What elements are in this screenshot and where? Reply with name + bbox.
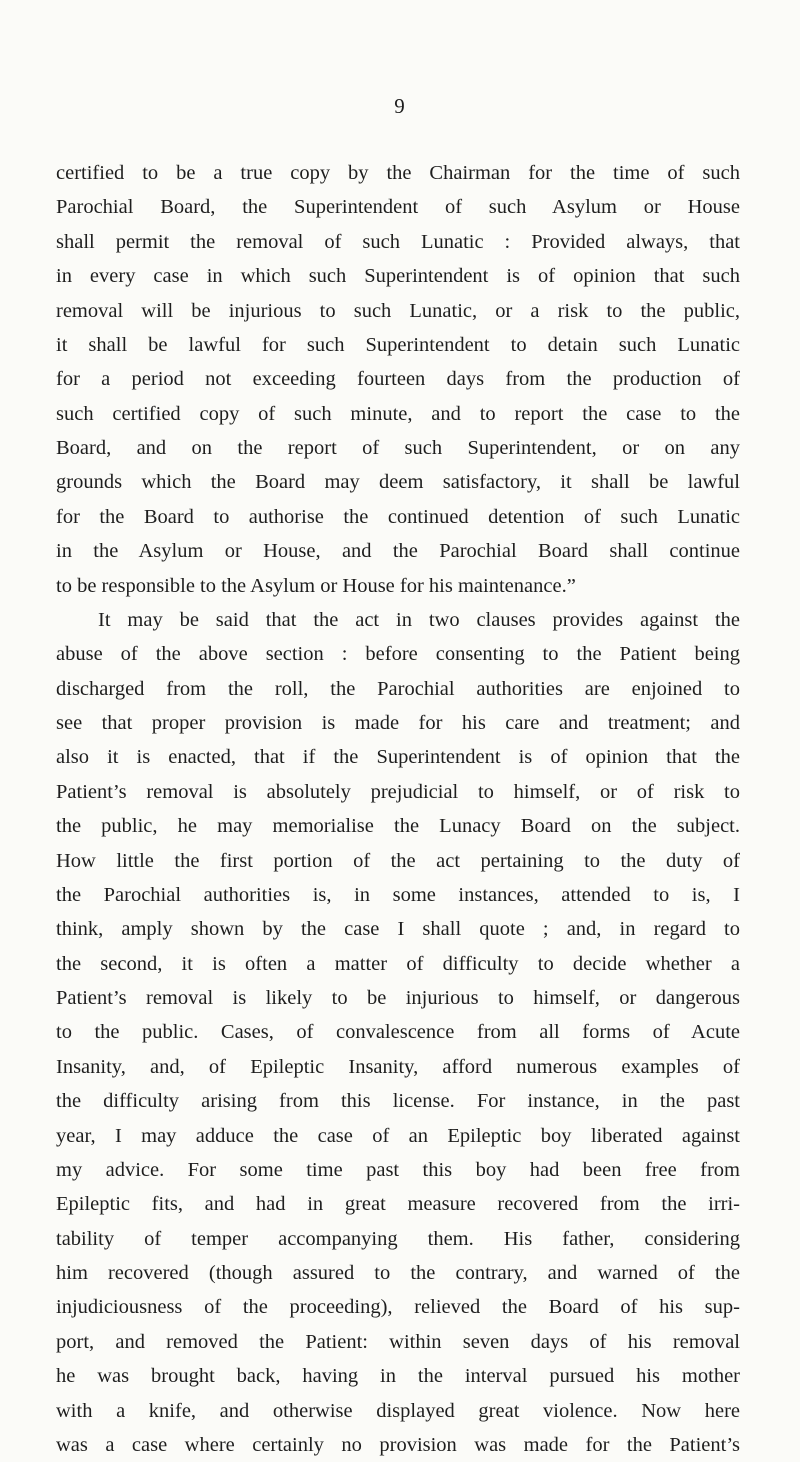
text-line: tability of temper accompanying them. His father, considering xyxy=(56,1227,740,1250)
text-line: was a case where certainly no provision was made for the Patient’s xyxy=(56,1433,740,1456)
text-line: shall permit the removal of such Lunatic : Provided always, that xyxy=(56,230,740,253)
text-line: in every case in which such Superintendent is of opinion that such xyxy=(56,265,740,288)
text-line: How little the first portion of the act pertaining to the duty of xyxy=(56,849,740,872)
text-line: grounds which the Board may deem satisfactory, it shall be lawful xyxy=(56,471,740,494)
text-line: removal will be injurious to such Lunatic, or a risk to the public, xyxy=(56,299,740,322)
text-line: the public, he may memorialise the Lunacy Board on the subject. xyxy=(56,815,740,838)
text-line: see that proper provision is made for his care and treatment; and xyxy=(56,712,740,734)
text-line: Parochial Board, the Superintendent of such Asylum or House xyxy=(56,196,740,219)
text-line: him recovered (though assured to the contrary, and warned of the xyxy=(56,1262,740,1284)
text-line: the Parochial authorities is, in some instances, attended to is, I xyxy=(56,883,740,906)
text-line: the difficulty arising from this license. For instance, in the past xyxy=(56,1090,740,1113)
text-line: Board, and on the report of such Superintendent, or on any xyxy=(56,437,740,459)
page-number: 9 xyxy=(394,94,406,118)
text-line: It may be said that the act in two clauses provides against the xyxy=(98,608,740,631)
text-line: Epileptic fits, and had in great measure recovered from the irri- xyxy=(56,1193,740,1216)
text-line: year, I may adduce the case of an Epileptic boy liberated against xyxy=(56,1124,740,1147)
text-line: Patient’s removal is likely to be injurious to himself, or dangerous xyxy=(56,987,740,1009)
text-line: such certified copy of such minute, and to report the case to the xyxy=(56,402,740,425)
body-text xyxy=(56,156,740,1462)
text-line: for a period not exceeding fourteen days from the production of xyxy=(56,368,740,391)
text-line: discharged from the roll, the Parochial authorities are enjoined to xyxy=(56,677,740,700)
text-line: think, amply shown by the case I shall quote ; and, in regard to xyxy=(56,918,740,941)
text-line: Patient’s removal is absolutely prejudicial to himself, or of risk to xyxy=(56,780,740,803)
text-line: for the Board to authorise the continued detention of such Lunatic xyxy=(56,505,740,528)
text-line: in the Asylum or House, and the Parochial Board shall continue xyxy=(56,540,740,563)
text-line: port, and removed the Patient: within seven days of his removal xyxy=(56,1330,740,1353)
text-line: it shall be lawful for such Superintendent to detain such Lunatic xyxy=(56,333,740,356)
text-line: to be responsible to the Asylum or House for his maintenance.” xyxy=(56,574,576,597)
text-line: with a knife, and otherwise displayed great violence. Now here xyxy=(56,1399,740,1422)
text-line: Insanity, and, of Epileptic Insanity, afford numerous examples of xyxy=(56,1055,740,1078)
text-line: injudiciousness of the proceeding), relieved the Board of his sup- xyxy=(56,1296,740,1319)
text-line: certified to be a true copy by the Chairman for the time of such xyxy=(56,162,740,184)
text-line: also it is enacted, that if the Superintendent is of opinion that the xyxy=(56,746,740,769)
text-line: my advice. For some time past this boy had been free from xyxy=(56,1158,740,1181)
text-line: he was brought back, having in the interval pursued his mother xyxy=(56,1365,740,1388)
text-line: to the public. Cases, of convalescence from all forms of Acute xyxy=(56,1021,740,1044)
text-line: abuse of the above section : before consenting to the Patient being xyxy=(56,643,740,666)
text-line: the second, it is often a matter of difficulty to decide whether a xyxy=(56,952,740,975)
